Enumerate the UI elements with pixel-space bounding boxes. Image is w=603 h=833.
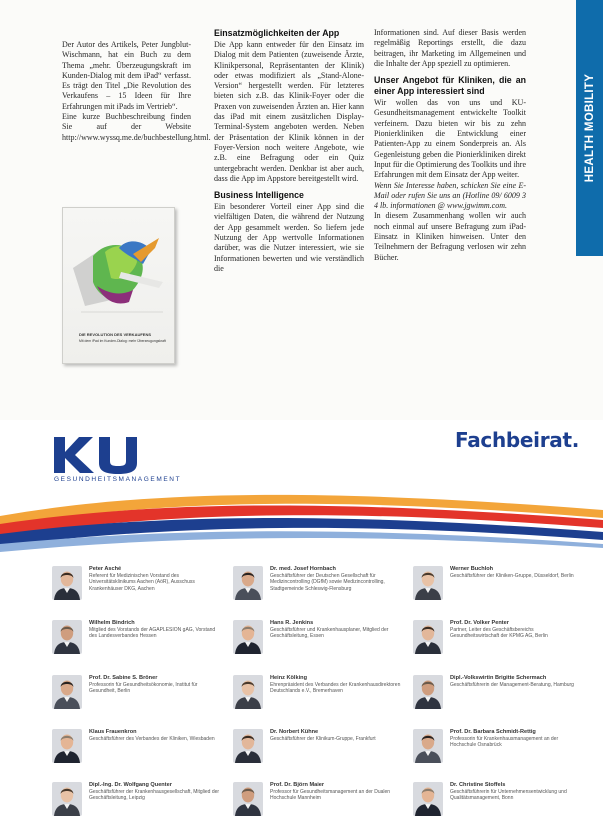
book-description-note: Eine kurze Buchbeschreibung finden Sie auf der Website http://www.wyssq.me.de/buchbestellung.html. xyxy=(62,112,211,142)
member-name: Wilhelm Bindrich xyxy=(89,620,135,626)
member-photo xyxy=(52,566,82,600)
member-name: Dr. Christine Stoffels xyxy=(450,782,506,788)
member-name: Dr. Norbert Kühne xyxy=(270,729,319,735)
board-member xyxy=(413,620,583,664)
member-photo xyxy=(52,675,82,709)
board-member xyxy=(52,620,222,664)
member-name: Dipl.-Volkswirtin Brigitte Schermach xyxy=(450,675,547,681)
decorative-swoosh xyxy=(0,486,603,556)
board-member xyxy=(52,675,222,719)
member-role: Geschäftsführer der Klinikum-Gruppe, Frankfurt xyxy=(270,736,376,742)
member-name: Klaus Frauenkron xyxy=(89,729,137,735)
member-name: Werner Buchloh xyxy=(450,566,494,572)
member-role: Geschäftsführer und Krankenhausplaner, Mitglied der Geschäftsleitung, Essen xyxy=(270,627,389,640)
logo-subtitle: GESUNDHEITSMANAGEMENT xyxy=(54,476,182,483)
contact-text: Wenn Sie Interesse haben, schicken Sie eine E-Mail oder rufen Sie uns an (Hotline 09/ 6009 3 4 lb. informationen @ www.jgwimm.com. xyxy=(374,180,526,211)
member-role: Professorin für Krankenhausmanagement an der Hochschule Osnabrück xyxy=(450,736,559,749)
member-name: Dipl.-Ing. Dr. Wolfgang Quenter xyxy=(89,782,172,788)
survey-text: In diesem Zusammenhang wollen wir auch noch einmal auf unsere Befragung zum iPad-Einsatz in Kliniken hinweisen. Unter den Teilnehmern der Befragung verlosen wir zehn Bücher. xyxy=(374,211,526,262)
member-role: Geschäftsführerin für Unternehmensentwicklung und Qualitätsmanagement, Bonn xyxy=(450,789,567,802)
member-role: Ehrenpräsident des Verbandes der Krankenhausdirektoren Deutschlands e.V., Bremerhaven xyxy=(270,682,401,695)
board-member xyxy=(233,675,403,719)
ku-logo xyxy=(52,433,142,477)
section-text-business-intelligence: Ein besonderer Vorteil einer App sind die vielfältigen Daten, die während der Nutzung der App gesammelt werden. So liefern jede Nutzung der App wertvolle Informationen darüber, was die Nutzer interessiert, wie sie Informationen bewerten und wie verständlich die xyxy=(214,202,364,273)
board-member xyxy=(52,729,222,773)
member-name: Peter Asché xyxy=(89,566,122,572)
board-member xyxy=(413,782,583,826)
member-photo xyxy=(233,566,263,600)
member-photo xyxy=(413,620,443,654)
member-photo xyxy=(52,620,82,654)
member-role: Professor für Gesundheitsmanagement an der Dualen Hochschule Mannheim xyxy=(270,789,391,802)
book-subtitle: Mit dem iPad im Kunden-Dialog: mehr Überzeugungskraft xyxy=(79,339,166,343)
section-heading-offer: Unser Angebot für Kliniken, die an einer App interessiert sind xyxy=(374,75,526,97)
member-role: Geschäftsführer des Verbandes der Kliniken, Wiesbaden xyxy=(89,736,215,742)
board-member xyxy=(413,729,583,773)
member-role: Geschäftsführer der Krankenhausgesellschaft, Mitglied der Geschäftsleitung, Leipzig xyxy=(89,789,220,802)
member-photo xyxy=(413,729,443,763)
member-name: Prof. Dr. Sabine S. Bröner xyxy=(89,675,158,681)
column3-intro: Informationen sind. Auf dieser Basis werden regelmäßig Reportings erstellt, die dazu beitragen, ihr Marketing im Allgemeinen und die Inhalte der App speziell zu optimieren. xyxy=(374,28,526,68)
member-role: Professorin für Gesundheitsökonomie, Institut für Gesundheit, Berlin xyxy=(89,682,198,695)
member-role: Geschäftsführer der Deutschen Gesellschaft für Medizincontrolling (DGfM) sowie Medizincontrolling, Stadtgemeinde Schleswig-Flensburg xyxy=(270,573,385,592)
book-title: DIE REVOLUTION DES VERKAUFENS xyxy=(79,332,152,337)
member-name: Prof. Dr. Volker Penter xyxy=(450,620,509,626)
board-member xyxy=(233,782,403,826)
board-member xyxy=(413,566,583,610)
section-tab-label: HEALTH MOBILITY xyxy=(583,73,596,183)
offer-text: Wir wollen das von uns und KU-Gesundheitsmanagement entwickelte Toolkit verfeinern. Dazu bieten wir bis zu zehn Pionierkliniken die Entwicklung einer Patienten-App zu einem Sonderpreis an. Als Gegenleistung geben die Pionierkliniken direkt Input für die Optimierung des Toolkits und ihre Erfahrungen mit dem Einsatz der App weiter. xyxy=(374,98,526,180)
board-member xyxy=(233,620,403,664)
article-column-2 xyxy=(214,28,364,274)
member-photo xyxy=(233,782,263,816)
board-member xyxy=(233,566,403,610)
section-tab xyxy=(576,0,603,256)
member-role: Referent für Medizinischen Vorstand des Universitätsklinikums Aachen (AöR), Ausschuss Krankenhäuser DKG, Aachen xyxy=(89,573,195,592)
member-name: Prof. Dr. Barbara Schmidt-Rettig xyxy=(450,729,536,735)
author-note: Der Autor des Artikels, Peter Jungblut-Wischmann, hat ein Buch zu dem Thema „mehr. Überzeugungskraft im Kunden-Dialog mit dem iPad“ verfasst. Es trägt den Titel „Die Revolution des Verkaufens – 15 Ideen für Ihre Erfahrungen mit iPads im Vertrieb“. xyxy=(62,40,191,111)
member-photo xyxy=(413,566,443,600)
board-title: Fachbeirat. xyxy=(455,428,580,452)
section-text-app-usage: Die App kann entweder für den Einsatz im Dialog mit dem Patienten (zuweisende Ärzte, Klinikpersonal, Repräsentanten der Klinik) oder etwas modifiziert als „Stand-Alone-Version“ hergestellt werden. Für letzteres bieten sich z.B. das Klinik-Foyer oder die Praxen von zuweisenden Ärzten an. Hier kann das iPad mit einem zusätzlichen Display-Terminal-System angeboten werden. Neben der Präsentation der Klinik können in der Foyer-Version noch weitere Angebote, wie z.B. eine Befragung oder ein Quiz untergebracht werden. Denkbar ist aber auch, dass die App im Appstore bereitgestellt wird. xyxy=(214,40,364,183)
member-name: Heinz Kölking xyxy=(270,675,307,681)
section-heading-app-usage: Einsatzmöglichkeiten der App xyxy=(214,28,340,38)
member-photo xyxy=(233,620,263,654)
member-photo xyxy=(52,729,82,763)
member-photo xyxy=(52,782,82,816)
member-photo xyxy=(233,729,263,763)
member-name: Prof. Dr. Björn Maier xyxy=(270,782,325,788)
member-photo xyxy=(233,675,263,709)
member-photo xyxy=(413,782,443,816)
member-role: Mitglied des Vorstands der AGAPLESION gAG, Vorstand des Landesverbandes Hessen xyxy=(89,627,216,640)
member-photo xyxy=(413,675,443,709)
section-heading-business-intelligence: Business Intelligence xyxy=(214,190,304,201)
board-member xyxy=(52,782,222,826)
board-member xyxy=(233,729,403,773)
member-name: Hans R. Jenkins xyxy=(270,620,314,626)
member-role: Partner, Leiter des Geschäftsbereichs Gesundheitswirtschaft der KPMG AG, Berlin xyxy=(450,627,548,640)
book-cover xyxy=(62,207,175,364)
member-role: Geschäftsführer der Kliniken-Gruppe, Düsseldorf, Berlin xyxy=(450,573,574,579)
article-column-3 xyxy=(374,28,526,263)
board-member xyxy=(413,675,583,719)
board-member xyxy=(52,566,222,610)
article-column-1 xyxy=(62,40,211,143)
member-role: Geschäftsführerin der Management-Beratung, Hamburg xyxy=(450,682,574,688)
member-name: Dr. med. Josef Hornbach xyxy=(270,566,336,572)
